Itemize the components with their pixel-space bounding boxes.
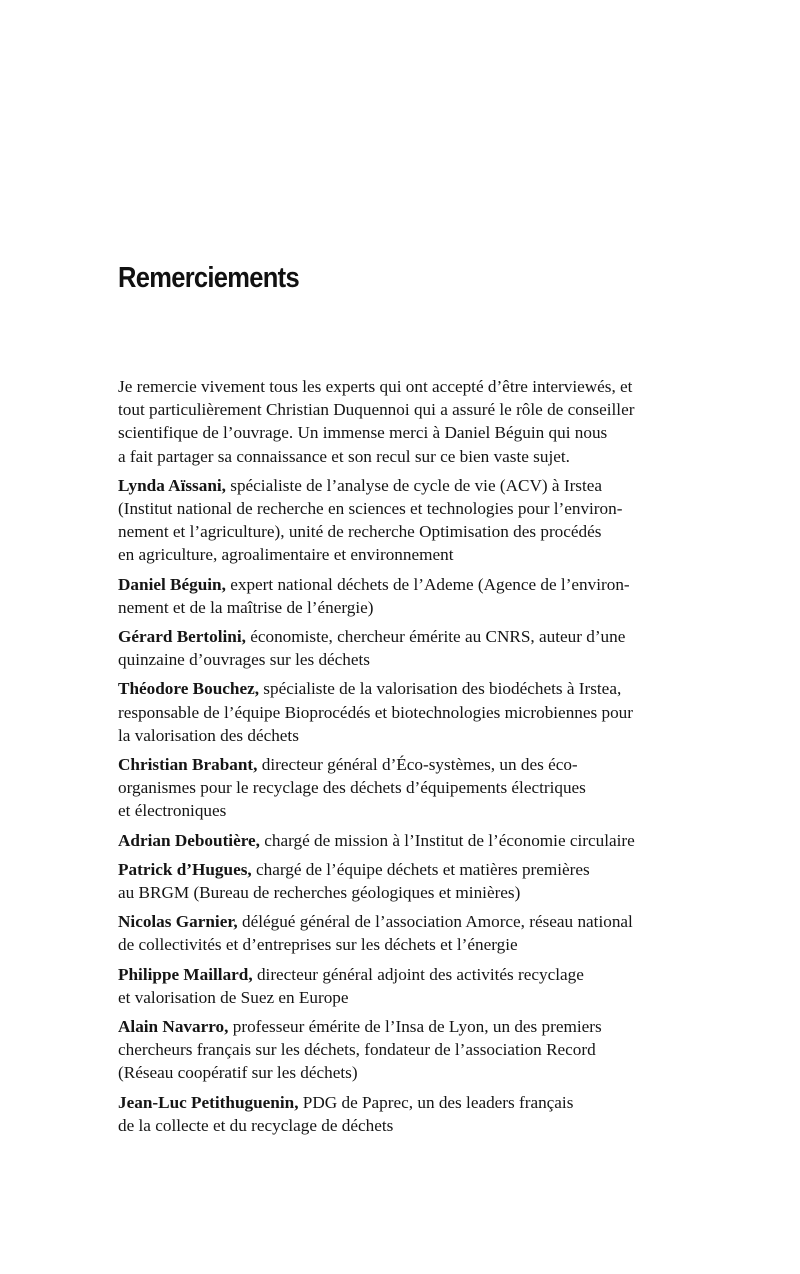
contributor-name: Gérard Bertolini, (118, 627, 246, 647)
contributor-name: Lynda Aïssani, (118, 475, 226, 495)
contributor-description: et valorisation de Suez en Europe (118, 987, 349, 1007)
intro-line: Je remercie vivement tous les experts qui ont accepté d’être interviewés, et (118, 377, 633, 396)
contributor-description: chercheurs français sur les déchets, fondateur de l’association Record (118, 1040, 596, 1060)
contributor-description: délégué général de l’association Amorce, réseau national (237, 912, 633, 932)
contributor-description: nement et de la maîtrise de l’énergie) (118, 597, 374, 617)
contributor-description: de collectivités et d’entreprises sur les déchets et l’énergie (118, 935, 518, 955)
contributor-description: spécialiste de la valorisation des biodéchets à Irstea, (259, 679, 622, 699)
contributor-name: Patrick d’Hugues, (118, 859, 252, 879)
contributor-description: organismes pour le recyclage des déchets d’équipements électriques (118, 778, 586, 798)
contributor-description: directeur général d’Éco-systèmes, un des éco- (257, 755, 578, 775)
contributor-description: responsable de l’équipe Bioprocédés et biotechnologies microbiennes pour (118, 702, 633, 722)
contributor-description: (Réseau coopératif sur les déchets) (118, 1063, 358, 1083)
contributor-name: Philippe Maillard, (118, 964, 253, 984)
contributor-name: Alain Navarro, (118, 1017, 229, 1037)
contributor-description: nement et l’agriculture), unité de recherche Optimisation des procédés (118, 522, 602, 542)
contributor-description: directeur général adjoint des activités recyclage (252, 964, 584, 984)
contributor-name: Christian Brabant, (118, 755, 258, 775)
contributor-entry (118, 829, 690, 852)
contributor-description: PDG de Paprec, un des leaders français (298, 1092, 574, 1112)
contributor-description: chargé de l’équipe déchets et matières premières (251, 859, 590, 879)
contributor-entry (118, 753, 690, 823)
contributor-entry (118, 858, 690, 904)
page-title: Remerciements (118, 262, 299, 294)
contributor-entry (118, 573, 690, 619)
contributor-description: (Institut national de recherche en sciences et technologies pour l’environ- (118, 499, 623, 519)
contributor-description: spécialiste de l’analyse de cycle de vie (ACV) à Irstea (225, 475, 603, 495)
intro-line: scientifique de l’ouvrage. Un immense merci à Daniel Béguin qui nous (118, 423, 608, 443)
contributor-description: économiste, chercheur émérite au CNRS, auteur d’une (245, 627, 626, 647)
contributor-name: Jean-Luc Petithuguenin, (118, 1092, 299, 1112)
contributor-entry (118, 625, 690, 671)
contributor-entry (118, 910, 690, 956)
contributor-entry (118, 963, 690, 1009)
contributor-entry (118, 474, 690, 567)
acknowledgements-body (118, 375, 690, 1143)
contributor-description: expert national déchets de l’Ademe (Agence de l’environ- (225, 574, 630, 594)
contributor-description: quinzaine d’ouvrages sur les déchets (118, 650, 370, 670)
intro-paragraph (118, 375, 690, 468)
contributor-entry (118, 1015, 690, 1085)
intro-line: a fait partager sa connaissance et son recul sur ce bien vaste sujet. (118, 446, 570, 466)
intro-line: tout particulièrement Christian Duquennoi qui a assuré le rôle de conseiller (118, 400, 635, 420)
contributor-description: de la collecte et du recyclage de déchets (118, 1115, 394, 1135)
contributor-description: et électroniques (118, 801, 227, 821)
contributor-description: chargé de mission à l’Institut de l’économie circulaire (259, 830, 635, 850)
contributor-name: Adrian Deboutière, (118, 830, 260, 850)
contributor-name: Daniel Béguin, (118, 574, 226, 594)
contributor-entry (118, 1091, 690, 1137)
contributor-entry (118, 677, 690, 747)
contributor-description: au BRGM (Bureau de recherches géologiques et minières) (118, 883, 521, 903)
contributor-name: Théodore Bouchez, (118, 679, 259, 699)
contributor-description: en agriculture, agroalimentaire et environnement (118, 545, 454, 565)
contributor-description: professeur émérite de l’Insa de Lyon, un des premiers (228, 1017, 602, 1037)
contributor-name: Nicolas Garnier, (118, 912, 238, 932)
contributor-description: la valorisation des déchets (118, 725, 299, 745)
